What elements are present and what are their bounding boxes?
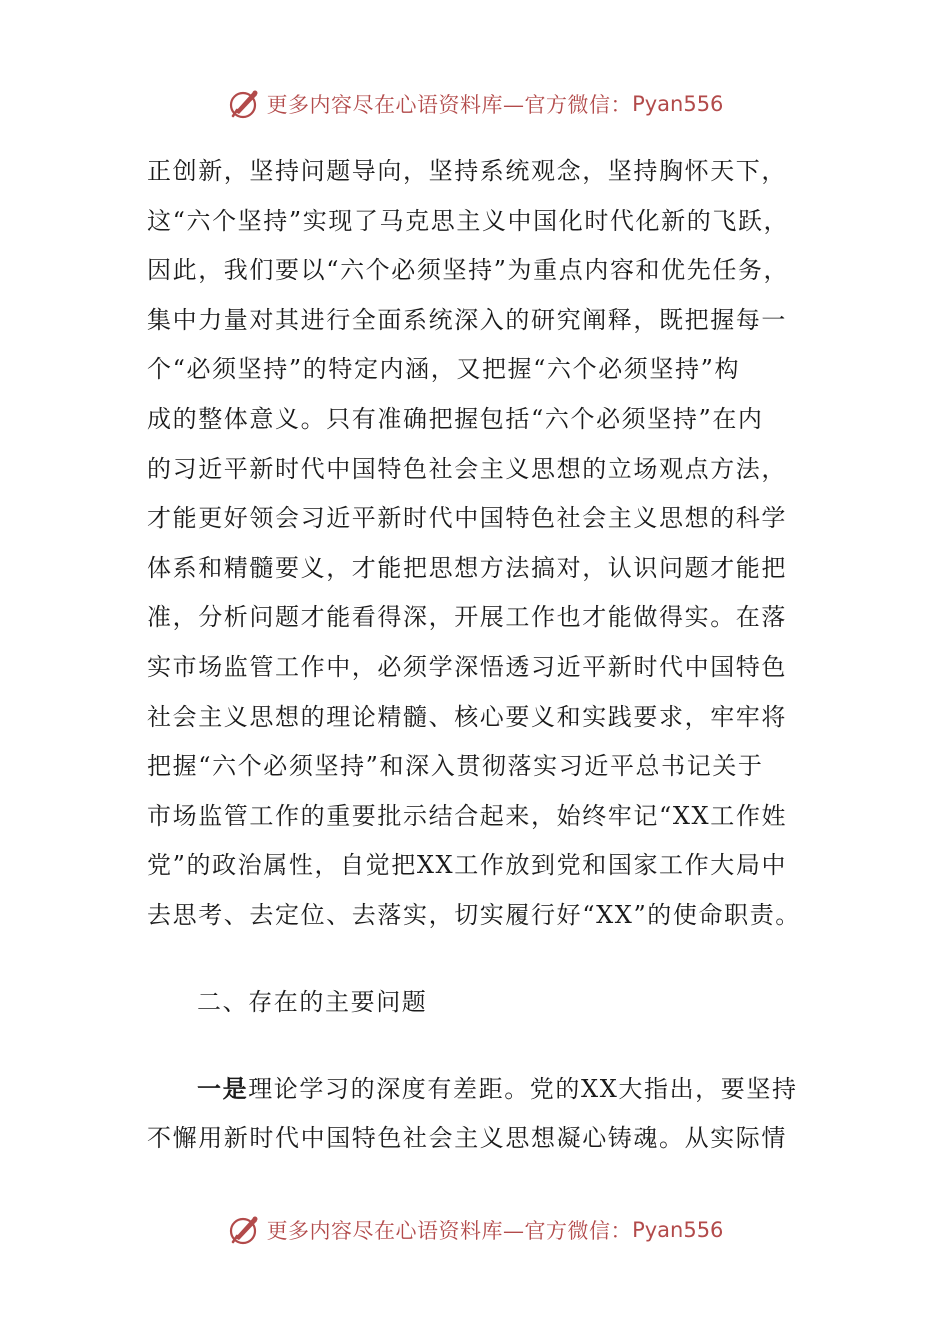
quill-pen-seal-icon [227, 1212, 263, 1248]
paragraph-1-line: 集中力量对其进行全面系统深入的研究阐释，既把握每一 [147, 305, 787, 334]
paragraph-1-line: 才能更好领会习近平新时代中国特色社会主义思想的科学 [147, 504, 787, 533]
watermark-text: 更多内容尽在心语资料库—官方微信： [266, 1219, 633, 1243]
paragraph-2-line [147, 1064, 807, 1114]
watermark-header [0, 84, 950, 124]
paragraph-1-line: 成的整体意义。只有准确把握包括“六个必须坚持”在内 [147, 404, 764, 433]
paragraph-1-line: 的习近平新时代中国特色社会主义思想的立场观点方法， [147, 454, 787, 483]
paragraph-1 [147, 147, 807, 941]
paragraph-2-line: 不懈用新时代中国特色社会主义思想凝心铸魂。从实际情 [147, 1123, 787, 1152]
paragraph-2-lead: 一是 [197, 1074, 249, 1104]
paragraph-2 [147, 1064, 807, 1163]
paragraph-1-line: 实市场监管工作中，必须学深悟透习近平新时代中国特色 [147, 652, 787, 681]
paragraph-1-line: 因此，我们要以“六个必须坚持”为重点内容和优先任务， [147, 256, 790, 285]
paragraph-1-line: 体系和精髓要义，才能把思想方法搞对，认识问题才能把 [147, 553, 787, 582]
paragraph-2-line-1-text: 理论学习的深度有差距。党的XX大指出，要坚持 [248, 1075, 798, 1104]
paragraph-1-line: 个“必须坚持”的特定内涵，又把握“六个必须坚持”构 [147, 355, 741, 384]
watermark-wechat-id: Pyan556 [632, 92, 724, 116]
paragraph-1-line: 市场监管工作的重要批示结合起来，始终牢记“XX工作姓 [147, 801, 788, 830]
paragraph-1-line: 去思考、去定位、去落实，切实履行好“XX”的使命职责。 [147, 900, 801, 929]
paragraph-1-line: 党”的政治属性，自觉把XX工作放到党和国家工作大局中 [147, 851, 788, 880]
paragraph-1-line: 社会主义思想的理论精髓、核心要义和实践要求，牢牢将 [147, 702, 787, 731]
paragraph-1-line: 把握“六个必须坚持”和深入贯彻落实习近平总书记关于 [147, 752, 764, 781]
document-body [147, 147, 807, 1163]
paragraph-1-line: 这“六个坚持”实现了马克思主义中国化时代化新的飞跃， [147, 206, 790, 235]
watermark-text: 更多内容尽在心语资料库—官方微信： [266, 93, 633, 117]
paragraph-1-line: 准，分析问题才能看得深，开展工作也才能做得实。在落 [147, 603, 787, 632]
watermark-wechat-id: Pyan556 [632, 1218, 724, 1242]
section-heading: 二、存在的主要问题 [197, 987, 428, 1016]
watermark-footer [0, 1210, 950, 1250]
paragraph-1-line: 正创新，坚持问题导向，坚持系统观念，坚持胸怀天下， [147, 157, 787, 185]
quill-pen-seal-icon [227, 86, 263, 122]
